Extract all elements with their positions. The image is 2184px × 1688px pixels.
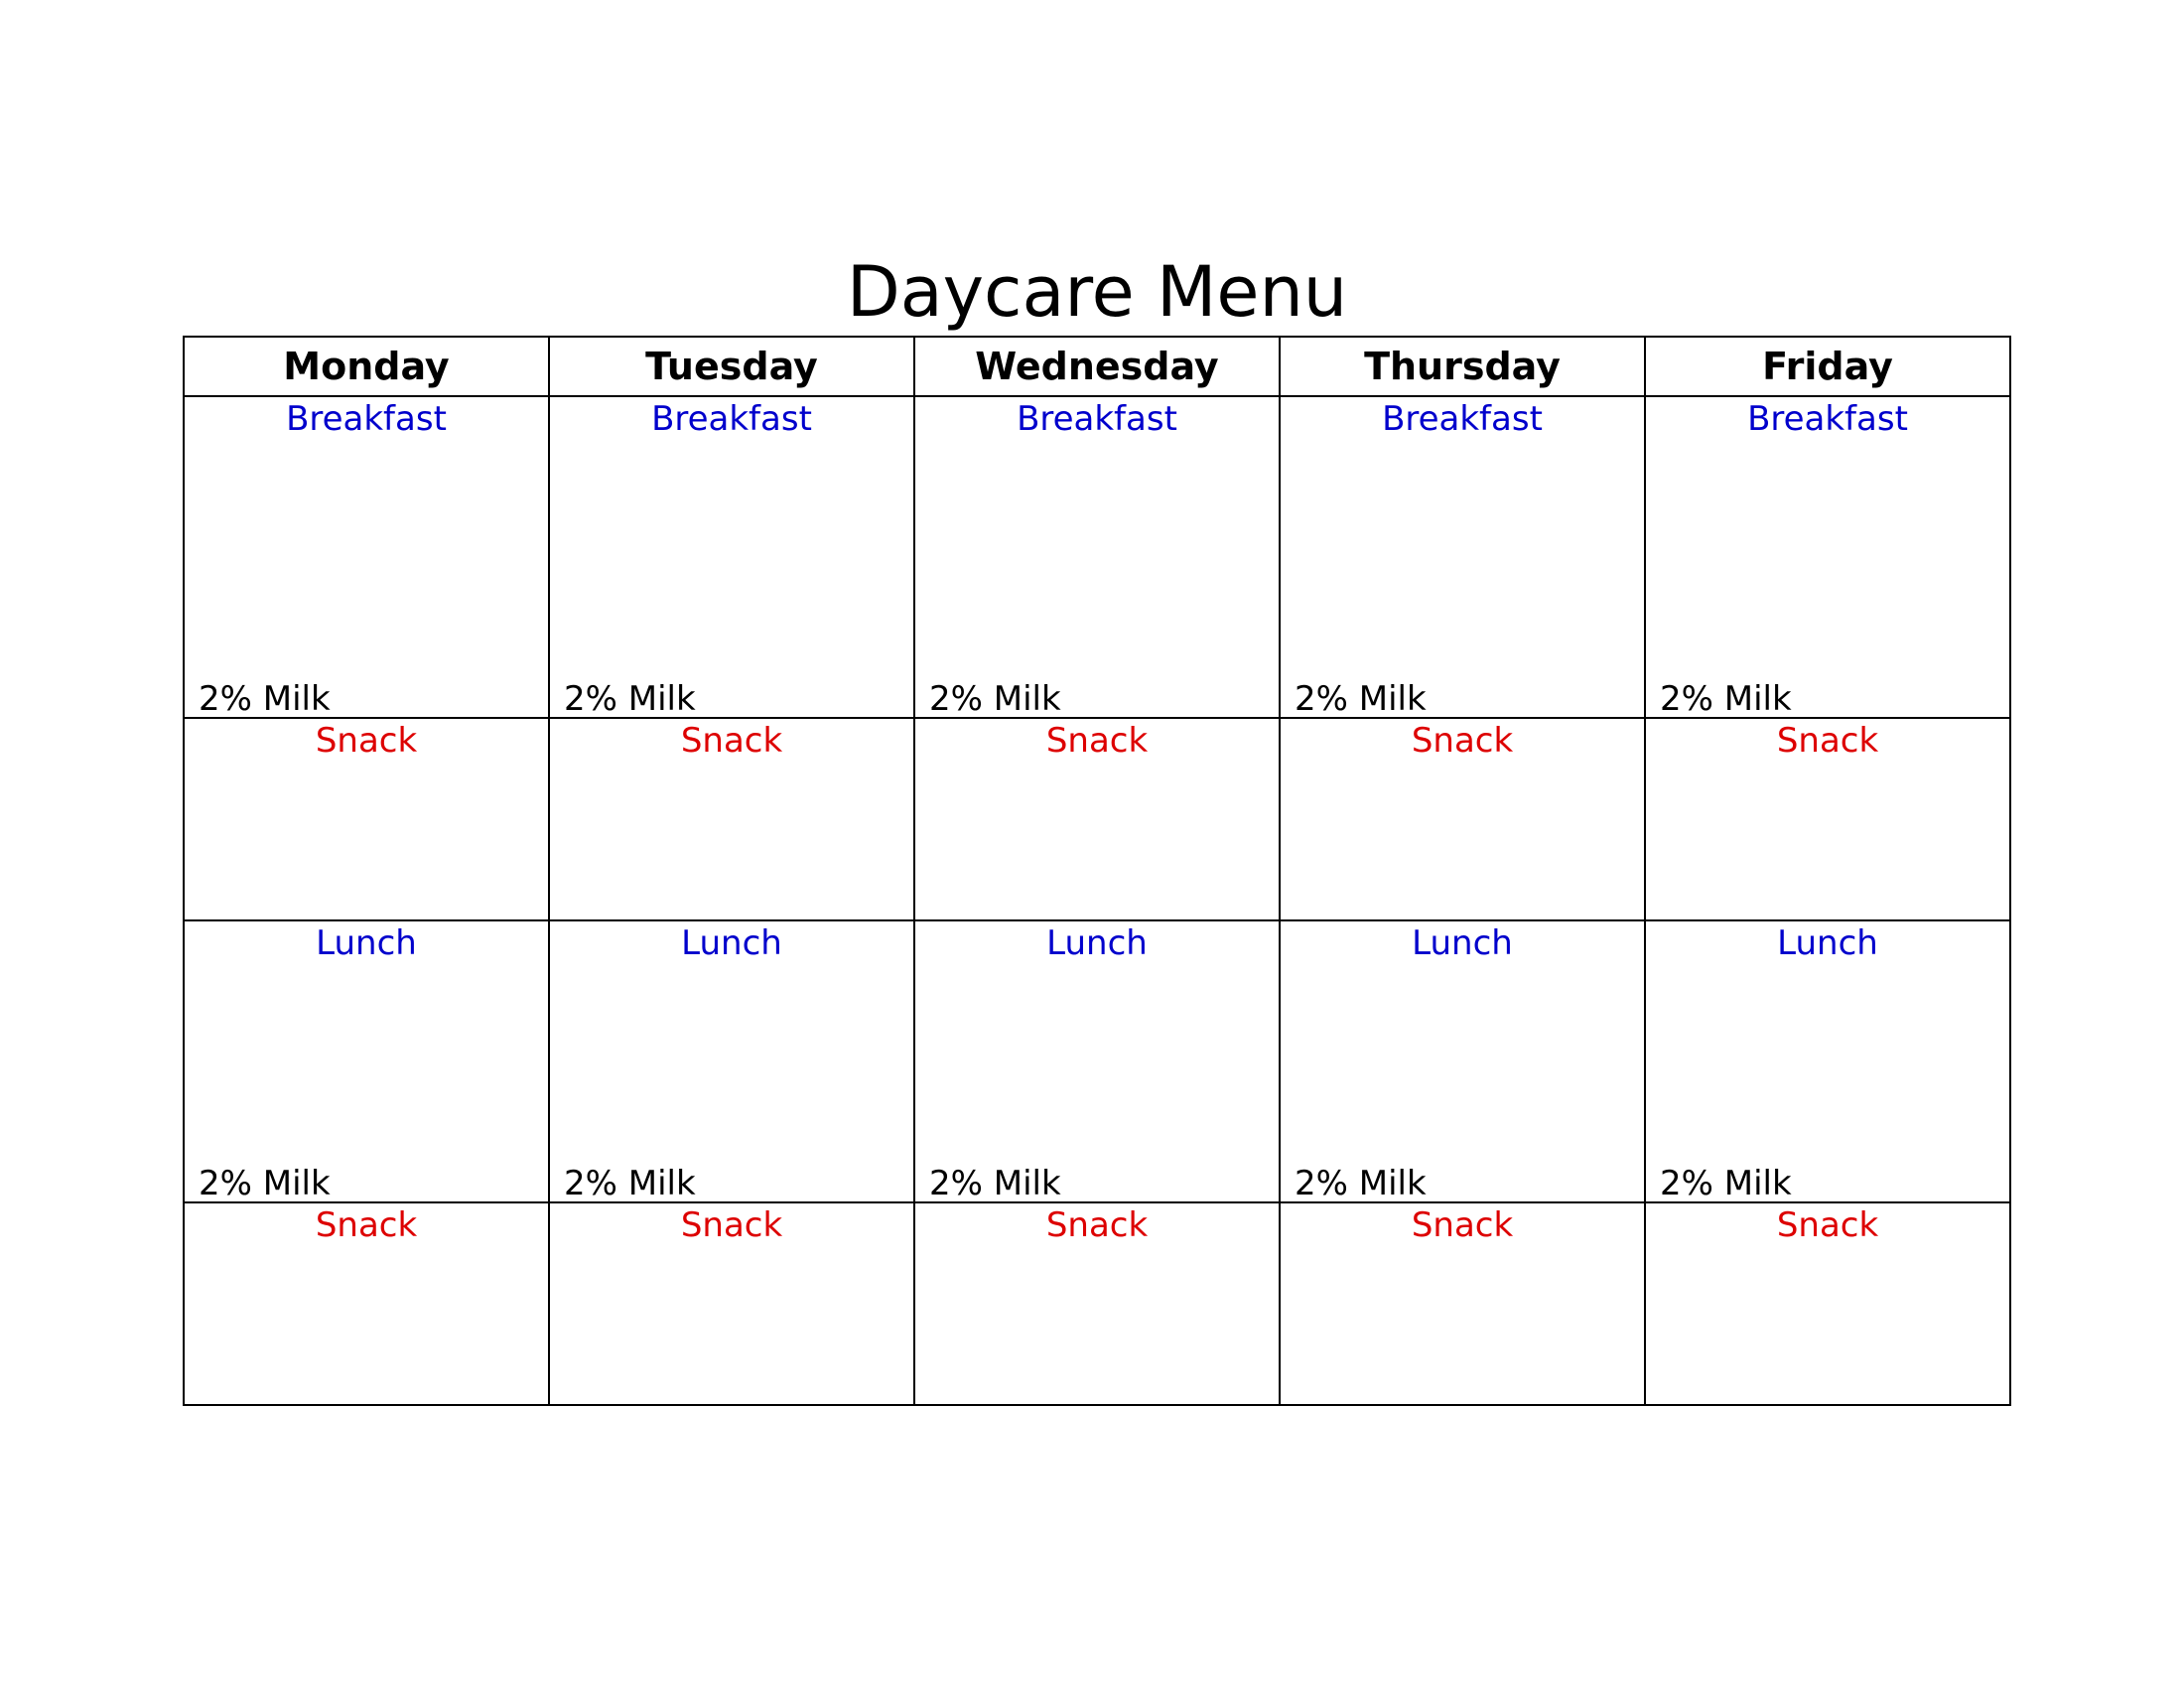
morning-snack-cell-thursday xyxy=(1280,718,1645,920)
breakfast-row xyxy=(184,396,2010,718)
snack-label: Snack xyxy=(680,721,783,761)
snack-label: Snack xyxy=(1045,1205,1149,1245)
lunch-label: Lunch xyxy=(1046,923,1148,963)
day-header-row xyxy=(184,337,2010,396)
afternoon-snack-cell-tuesday xyxy=(549,1202,914,1405)
snack-label: Snack xyxy=(1411,1205,1514,1245)
breakfast-cell-tuesday xyxy=(549,396,914,718)
page-title: Daycare Menu xyxy=(846,251,1348,333)
milk-label: 2% Milk xyxy=(199,679,331,719)
snack-label: Snack xyxy=(1045,721,1149,761)
milk-label: 2% Milk xyxy=(929,1164,1061,1203)
breakfast-label: Breakfast xyxy=(1017,399,1177,439)
breakfast-cell-thursday xyxy=(1280,396,1645,718)
day-header-thursday: Thursday xyxy=(1280,337,1645,396)
morning-snack-cell-wednesday xyxy=(914,718,1280,920)
breakfast-cell-wednesday xyxy=(914,396,1280,718)
lunch-cell-wednesday xyxy=(914,920,1280,1202)
lunch-label: Lunch xyxy=(1412,923,1513,963)
day-header-wednesday: Wednesday xyxy=(914,337,1280,396)
snack-label: Snack xyxy=(1776,1205,1879,1245)
morning-snack-row xyxy=(184,718,2010,920)
breakfast-label: Breakfast xyxy=(1382,399,1543,439)
snack-label: Snack xyxy=(315,1205,418,1245)
milk-label: 2% Milk xyxy=(564,1164,696,1203)
milk-label: 2% Milk xyxy=(564,679,696,719)
lunch-cell-monday xyxy=(184,920,549,1202)
lunch-label: Lunch xyxy=(681,923,782,963)
lunch-cell-thursday xyxy=(1280,920,1645,1202)
lunch-label: Lunch xyxy=(1777,923,1878,963)
milk-label: 2% Milk xyxy=(929,679,1061,719)
day-header-friday: Friday xyxy=(1645,337,2010,396)
breakfast-label: Breakfast xyxy=(286,399,447,439)
milk-label: 2% Milk xyxy=(1295,1164,1427,1203)
breakfast-cell-monday xyxy=(184,396,549,718)
lunch-cell-tuesday xyxy=(549,920,914,1202)
afternoon-snack-cell-wednesday xyxy=(914,1202,1280,1405)
morning-snack-cell-tuesday xyxy=(549,718,914,920)
menu-table xyxy=(183,336,2011,1406)
morning-snack-cell-friday xyxy=(1645,718,2010,920)
lunch-row xyxy=(184,920,2010,1202)
afternoon-snack-row xyxy=(184,1202,2010,1405)
milk-label: 2% Milk xyxy=(1660,679,1792,719)
lunch-label: Lunch xyxy=(316,923,417,963)
afternoon-snack-cell-monday xyxy=(184,1202,549,1405)
afternoon-snack-cell-thursday xyxy=(1280,1202,1645,1405)
milk-label: 2% Milk xyxy=(1295,679,1427,719)
breakfast-cell-friday xyxy=(1645,396,2010,718)
milk-label: 2% Milk xyxy=(199,1164,331,1203)
afternoon-snack-cell-friday xyxy=(1645,1202,2010,1405)
snack-label: Snack xyxy=(1411,721,1514,761)
morning-snack-cell-monday xyxy=(184,718,549,920)
day-header-tuesday: Tuesday xyxy=(549,337,914,396)
breakfast-label: Breakfast xyxy=(651,399,812,439)
breakfast-label: Breakfast xyxy=(1747,399,1908,439)
snack-label: Snack xyxy=(315,721,418,761)
lunch-cell-friday xyxy=(1645,920,2010,1202)
snack-label: Snack xyxy=(680,1205,783,1245)
day-header-monday: Monday xyxy=(184,337,549,396)
snack-label: Snack xyxy=(1776,721,1879,761)
milk-label: 2% Milk xyxy=(1660,1164,1792,1203)
